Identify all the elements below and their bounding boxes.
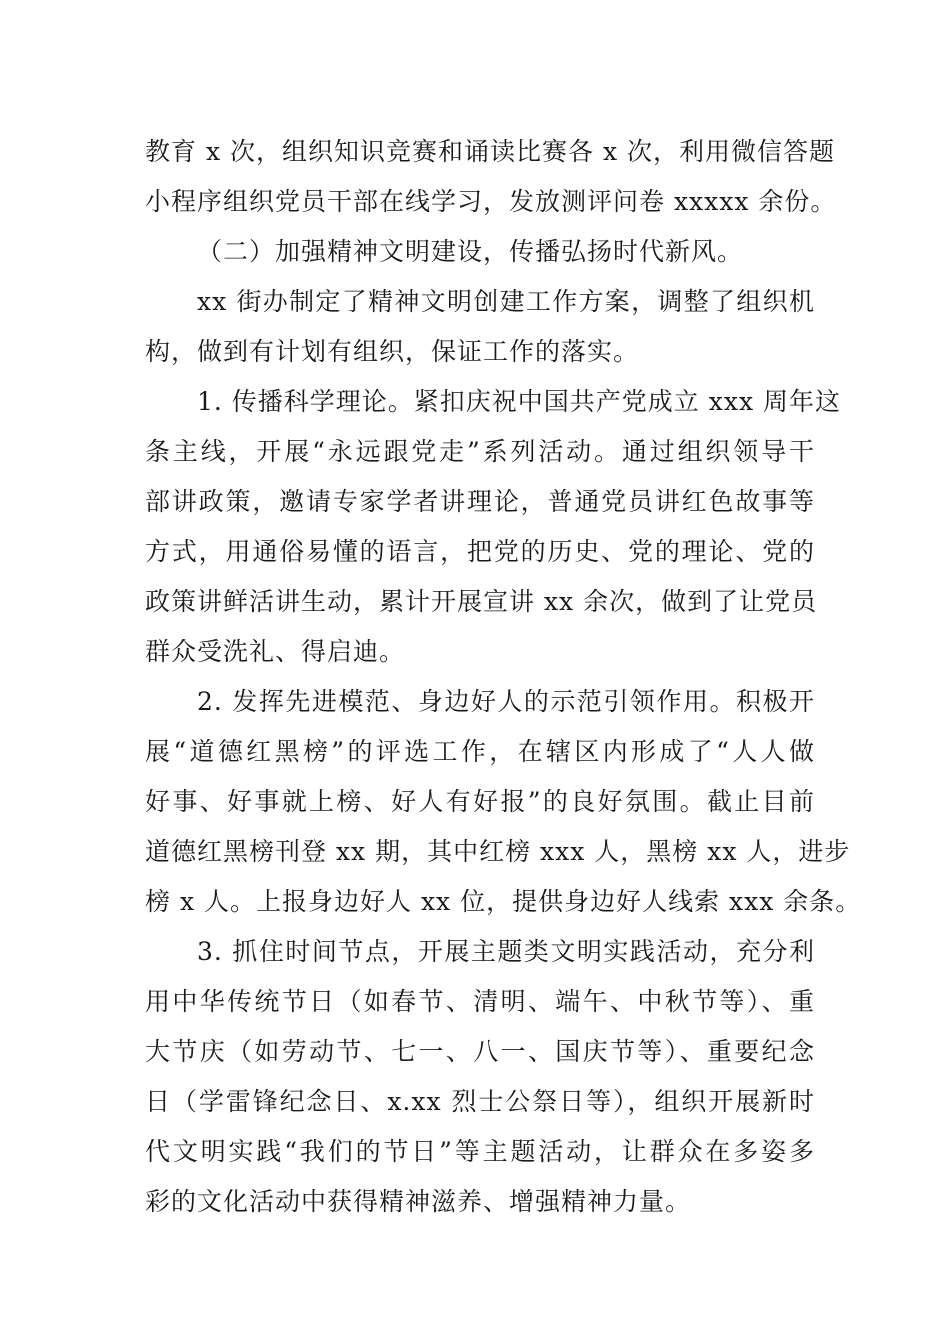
paragraph-line: 群众受洗礼、得启迪。 <box>145 637 406 666</box>
paragraph-line: 构，做到有计划有组织，保证工作的落实。 <box>145 337 640 366</box>
paragraph-line: 展“道德红黑榜”的评选工作，在辖区内形成了“人人做 <box>145 737 815 766</box>
paragraph-line: 彩的文化活动中获得精神滋养、增强精神力量。 <box>145 1187 692 1216</box>
paragraph-line: 代文明实践“我们的节日”等主题活动，让群众在多姿多 <box>145 1137 815 1166</box>
section-heading: （二）加强精神文明建设，传播弘扬时代新风。 <box>197 237 744 266</box>
paragraph-line: 日（学雷锋纪念日、x.xx 烈士公祭日等），组织开展新时 <box>145 1087 815 1116</box>
paragraph-line: 部讲政策，邀请专家学者讲理论，普通党员讲红色故事等 <box>145 487 815 516</box>
paragraph-line: 道德红黑榜刊登 xx 期，其中红榜 xxx 人，黑榜 xx 人，进步 <box>145 837 851 866</box>
paragraph-line: 政策讲鲜活讲生动，累计开展宣讲 xx 余次，做到了让党员 <box>145 587 818 616</box>
paragraph-line: 2. 发挥先进模范、身边好人的示范引领作用。积极开 <box>197 687 815 716</box>
paragraph-line: 方式，用通俗易懂的语言，把党的历史、党的理论、党的 <box>145 537 815 566</box>
paragraph-line: 大节庆（如劳动节、七一、八一、国庆节等）、重要纪念 <box>145 1037 815 1066</box>
paragraph-line: 小程序组织党员干部在线学习，发放测评问卷 xxxxx 余份。 <box>145 187 837 216</box>
paragraph-line: 教育 x 次，组织知识竞赛和诵读比赛各 x 次，利用微信答题 <box>145 137 835 166</box>
paragraph-line: 3. 抓住时间节点，开展主题类文明实践活动，充分利 <box>197 937 815 966</box>
paragraph-line: 1. 传播科学理论。紧扣庆祝中国共产党成立 xxx 周年这 <box>197 387 841 416</box>
paragraph-line: 用中华传统节日（如春节、清明、端午、中秋节等）、重 <box>145 987 815 1016</box>
paragraph-line: 榜 x 人。上报身边好人 xx 位，提供身边好人线索 xxx 余条。 <box>145 887 862 916</box>
paragraph-line: 好事、好事就上榜、好人有好报”的良好氛围。截止目前 <box>145 787 815 816</box>
paragraph-line: 条主线，开展“永远跟党走”系列活动。通过组织领导干 <box>145 437 815 466</box>
paragraph-line: xx 街办制定了精神文明创建工作方案，调整了组织机 <box>197 287 815 316</box>
